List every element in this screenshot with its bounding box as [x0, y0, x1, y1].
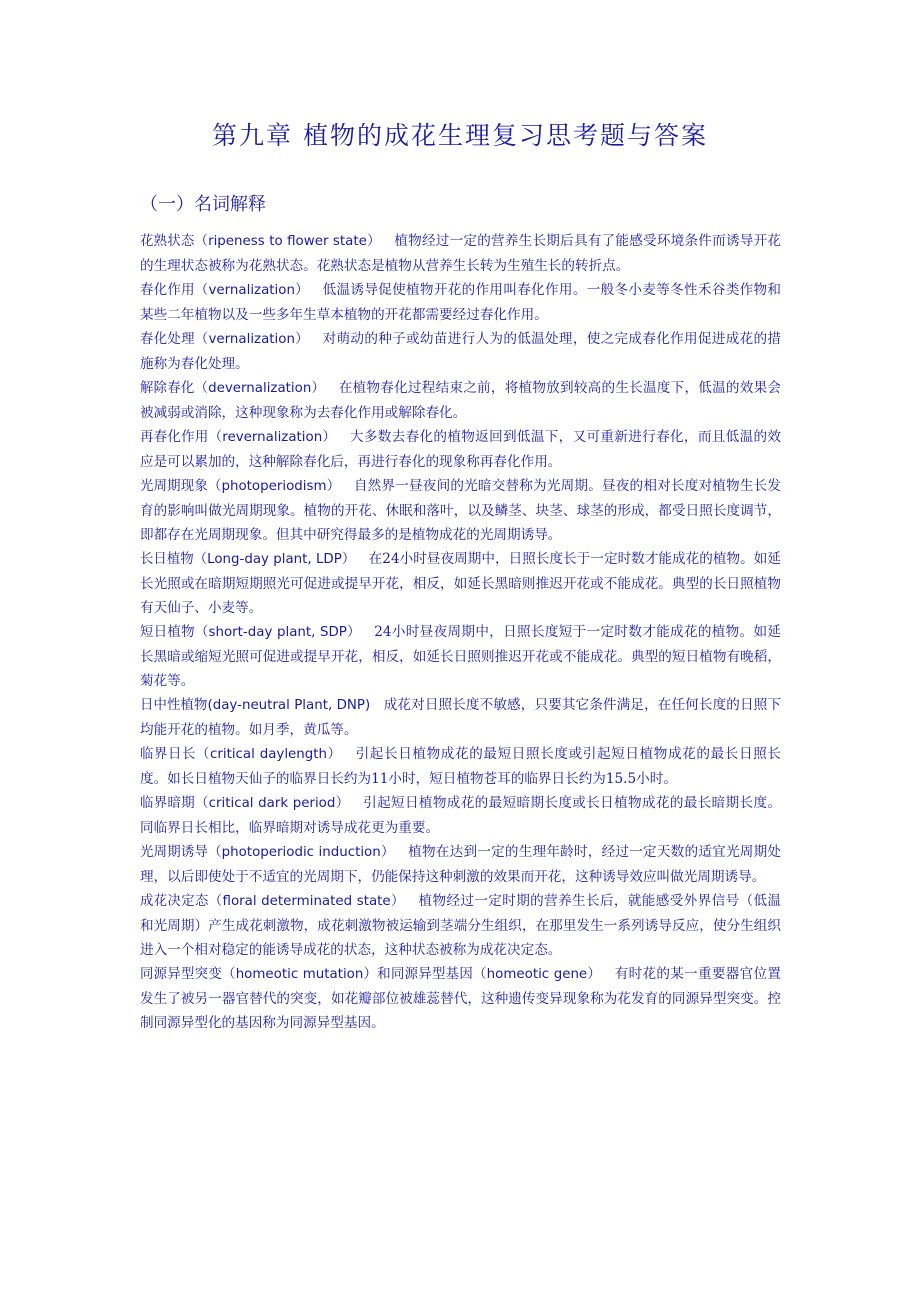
entry-definition: 低温诱导促使植物开花的作用叫春化作用。一般冬小麦等冬性禾谷类作物和某些二年植物以及一些多年生草本植物的开花都需要经过春化作用。: [140, 282, 781, 323]
entry-definition: 自然界一昼夜间的光暗交替称为光周期。昼夜的相对长度对植物生长发育的影响叫做光周期现象。植物的开花、休眠和落叶，以及鳞茎、块茎、球茎的形成，都受日照长度调节，即都存在光周期现象。但其中研究得最多的是植物成花的光周期诱导。: [140, 478, 781, 543]
entry-definition: 24小时昼夜周期中，日照长度短于一定时数才能成花的植物。如延长黑暗或缩短光照可促进或提早开花，相反，如延长日照则推迟开花或不能成花。典型的短日植物有晚稻，菊花等。: [140, 624, 781, 689]
entry-term: 同源异型突变（homeotic mutation）和同源异型基因（homeotic gene）: [140, 967, 615, 982]
entry-term: 花熟状态（ripeness to flower state）: [140, 234, 395, 249]
entry-term: 再春化作用（revernalization）: [140, 430, 350, 445]
entry-vernalization: [140, 278, 781, 327]
entry-floral-determinated-state: [140, 889, 781, 962]
entry-term: 日中性植物(day-neutral Plant, DNP): [140, 698, 384, 713]
entry-definition: 在植物春化过程结束之前，将植物放到较高的生长温度下，低温的效果会被减弱或消除，这种现象称为去春化作用或解除春化。: [140, 380, 781, 421]
entry-revernalization: [140, 425, 781, 474]
entry-photoperiodic-induction: [140, 840, 781, 889]
entry-term: 临界日长（critical daylength）: [140, 747, 355, 762]
entry-definition: 大多数去春化的植物返回到低温下，又可重新进行春化，而且低温的效应是可以累加的，这种解除春化后，再进行春化的现象称再春化作用。: [140, 429, 781, 470]
entry-definition: 成花对日照长度不敏感，只要其它条件满足，在任何长度的日照下均能开花的植物。如月季，黄瓜等。: [140, 697, 781, 738]
entry-critical-daylength: [140, 742, 781, 791]
entry-term: 成花决定态（floral determinated state）: [140, 894, 419, 909]
entry-term: 光周期现象（photoperiodism）: [140, 479, 354, 494]
entry-short-day-plant: [140, 620, 781, 693]
entry-definition: 植物经过一定时期的营养生长后，就能感受外界信号（低温和光周期）产生成花刺激物，成花刺激物被运输到茎端分生组织，在那里发生一系列诱导反应，使分生组织进入一个相对稳定的能诱导成花的状态，这种状态被称为成花决定态。: [140, 893, 781, 958]
entry-homeotic-mutation: [140, 962, 781, 1035]
entry-definition: 在24小时昼夜周期中，日照长度长于一定时数才能成花的植物。如延长光照或在暗期短期照光可促进或提早开花，相反，如延长黑暗则推迟开花或不能成花。典型的长日照植物有天仙子、小麦等。: [140, 551, 781, 616]
entry-definition: 植物经过一定的营养生长期后具有了能感受环境条件而诱导开花的生理状态被称为花熟状态。花熟状态是植物从营养生长转为生殖生长的转折点。: [140, 233, 781, 274]
definitions-list: [140, 229, 781, 1035]
entry-term: 春化处理（vernalization）: [140, 332, 323, 347]
entry-term: 春化作用（vernalization）: [140, 283, 323, 298]
entry-definition: 引起长日植物成花的最短日照长度或引起短日植物成花的最长日照长度。如长日植物天仙子的临界日长约为11小时，短日植物苍耳的临界日长约为15.5小时。: [140, 746, 781, 787]
entry-definition: 有时花的某一重要器官位置发生了被另一器官替代的突变，如花瓣部位被雄蕊替代，这种遗传变异现象称为花发育的同源异型突变。控制同源异型化的基因称为同源异型基因。: [140, 966, 782, 1031]
entry-term: 光周期诱导（photoperiodic induction）: [140, 845, 408, 860]
entry-term: 长日植物（Long-day plant, LDP）: [140, 552, 369, 567]
page-title: 第九章 植物的成花生理复习思考题与答案: [212, 121, 708, 150]
entry-long-day-plant: [140, 547, 781, 620]
entry-definition: 对萌动的种子或幼苗进行人为的低温处理，使之完成春化作用促进成花的措施称为春化处理。: [140, 331, 781, 372]
entry-term: 解除春化（devernalization）: [140, 381, 339, 396]
entry-definition: 引起短日植物成花的最短暗期长度或长日植物成花的最长暗期长度。同临界日长相比，临界暗期对诱导成花更为重要。: [140, 795, 781, 836]
entry-day-neutral-plant: [140, 693, 781, 742]
entry-devernalization: [140, 376, 781, 425]
entry-photoperiodism: [140, 474, 781, 547]
section-heading: （一）名词解释: [140, 194, 266, 215]
entry-definition: 植物在达到一定的生理年龄时，经过一定天数的适宜光周期处理，以后即使处于不适宜的光周期下，仍能保持这种刺激的效果而开花，这种诱导效应叫做光周期诱导。: [140, 844, 781, 885]
entry-ripeness-to-flower-state: [140, 229, 781, 278]
entry-term: 短日植物（short-day plant, SDP）: [140, 625, 375, 640]
entry-critical-dark-period: [140, 791, 781, 840]
entry-vernalization-treatment: [140, 327, 781, 376]
entry-term: 临界暗期（critical dark period）: [140, 796, 363, 811]
